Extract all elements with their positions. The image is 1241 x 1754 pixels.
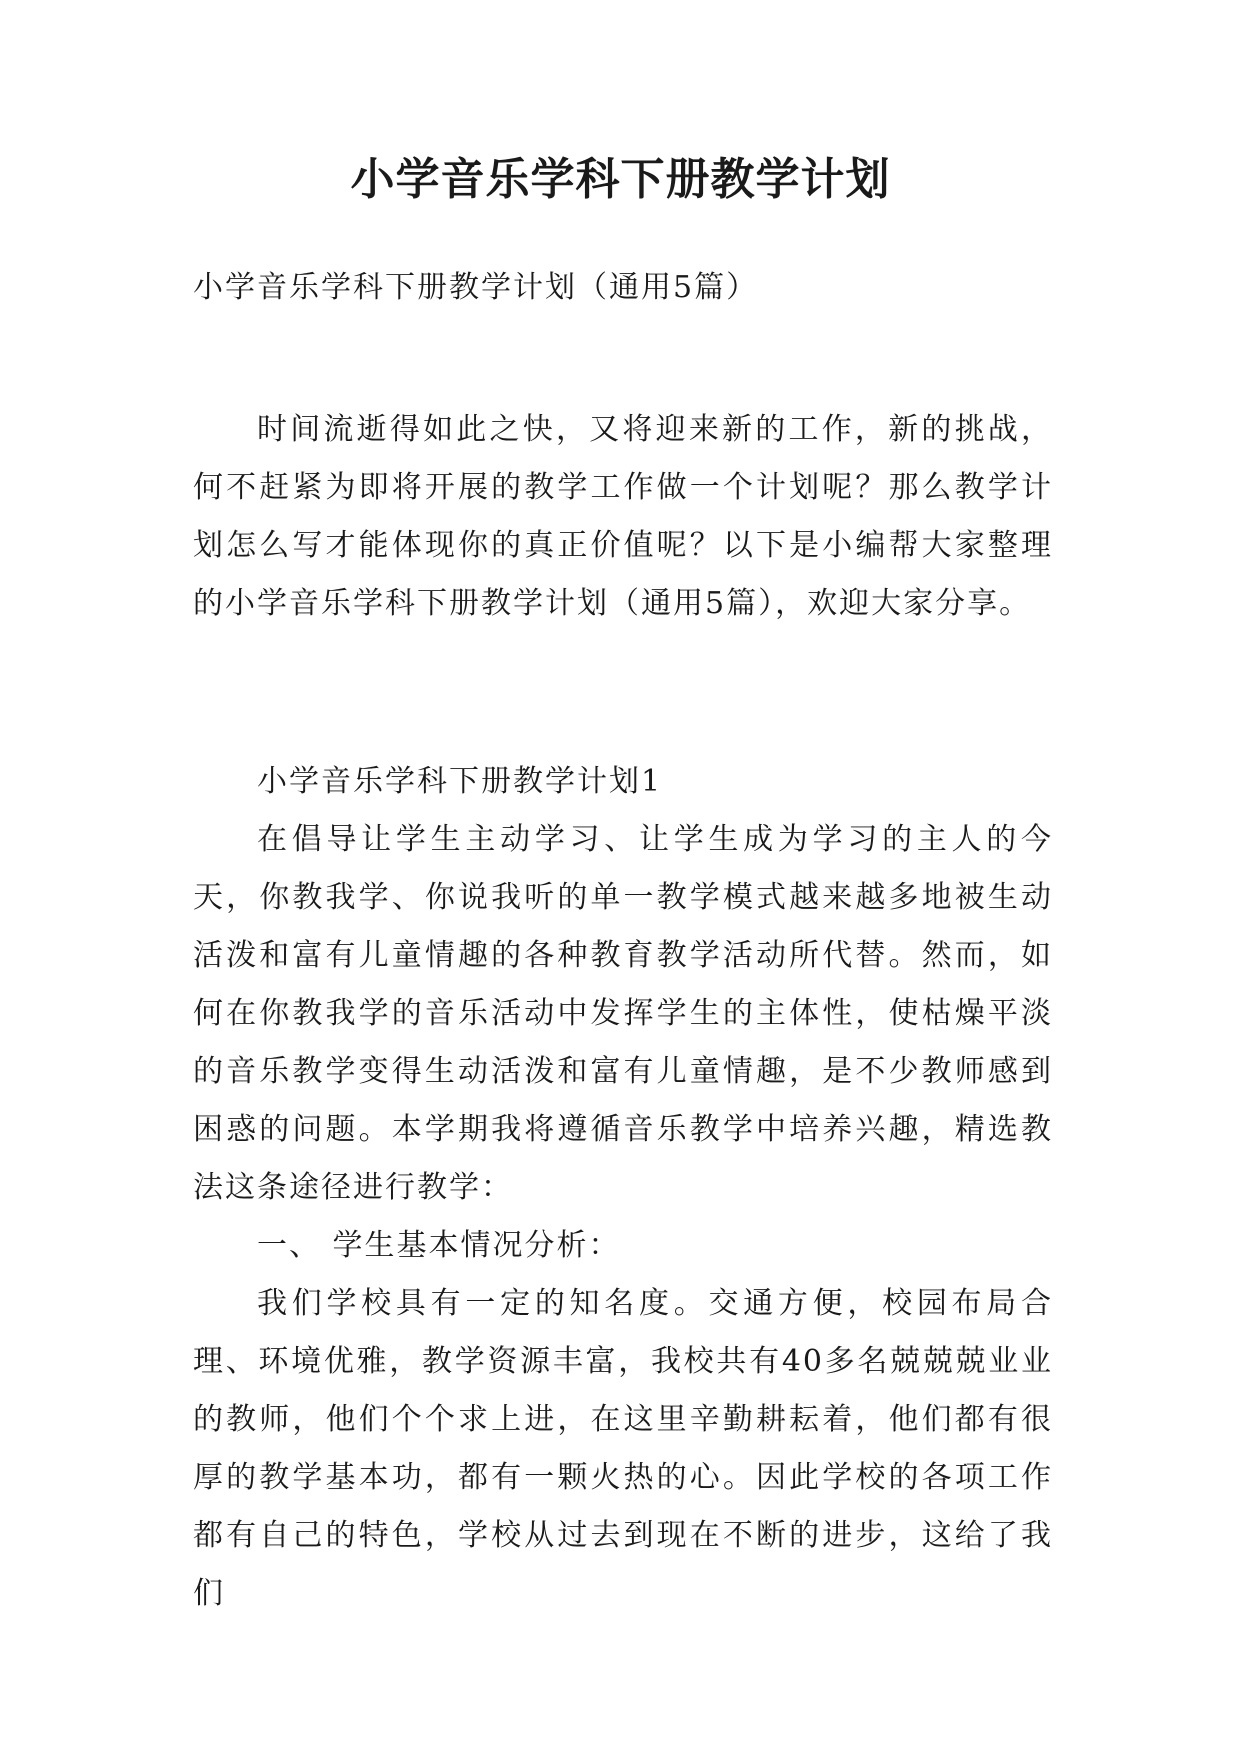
section-heading: 小学音乐学科下册教学计划1 <box>257 764 663 799</box>
body-paragraph: 在倡导让学生主动学习、让学生成为学习的主人的今天，你教我学、你说我听的单一教学模式越来越多地被生动活泼和富有儿童情趣的各种教育教学活动所代替。然而，如何在你教我学的音乐活动中发挥学生的主体性，使枯燥平淡的音乐教学变得生动活泼和富有儿童情趣，是不少教师感到困惑的问题。本学期我将遵循音乐教学中培养兴趣，精选教法这条途径进行教学： <box>193 822 1053 1205</box>
main-content <box>193 753 1053 1623</box>
document-title: 小学音乐学科下册教学计划 <box>350 154 891 205</box>
body-paragraph: 我们学校具有一定的知名度。交通方便，校园布局合理、环境优雅，教学资源丰富，我校共有40多名兢兢兢业业的教师，他们个个求上进，在这里辛勤耕耘着，他们都有很厚的教学基本功，都有一颗火热的心。因此学校的各项工作都有自己的特色，学校从过去到现在不断的进步，这给了我们 <box>193 1286 1053 1611</box>
intro-paragraph: 时间流逝得如此之快，又将迎来新的工作，新的挑战，何不赶紧为即将开展的教学工作做一个计划呢？那么教学计划怎么写才能体现你的真正价值呢？以下是小编帮大家整理的小学音乐学科下册教学计划（通用5篇），欢迎大家分享。 <box>193 412 1053 621</box>
document-subtitle: 小学音乐学科下册教学计划（通用5篇） <box>193 270 759 305</box>
list-item-heading: 一、 学生基本情况分析： <box>257 1228 621 1263</box>
